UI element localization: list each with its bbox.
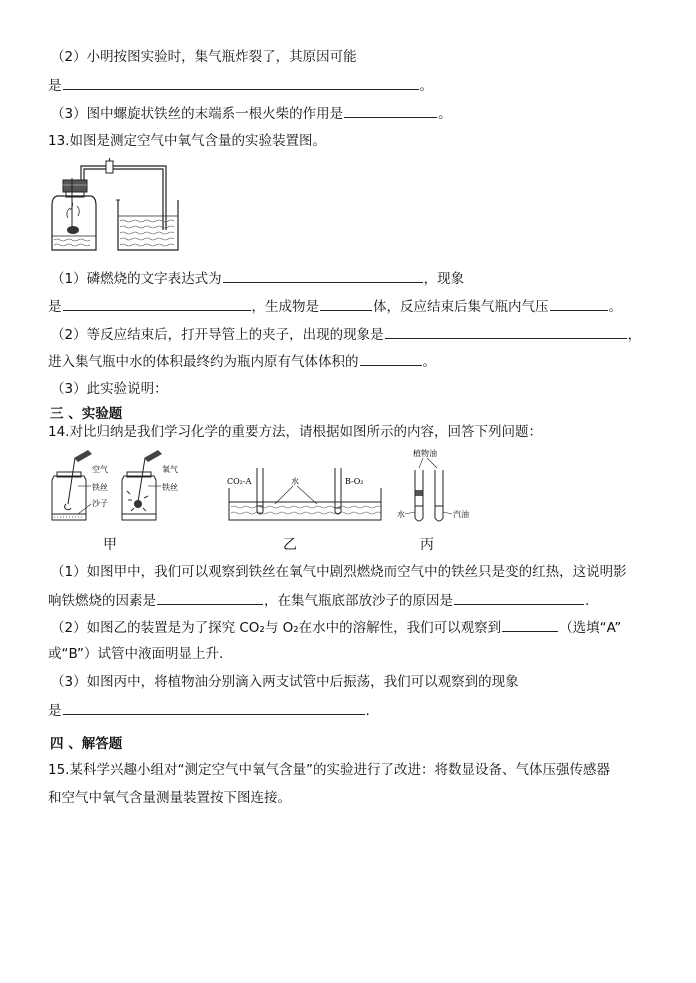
q12-part2-line1: （2）小明按图实验时，集气瓶炸裂了，其原因可能: [51, 49, 357, 65]
caption-yi: 乙: [283, 537, 297, 553]
text: ，现象: [423, 271, 465, 287]
text: 是: [48, 299, 62, 315]
oil-dissolution-figure-bing: [395, 446, 495, 528]
label-gasoline: 汽油: [453, 510, 469, 519]
text: （3）图中螺旋状铁丝的末端系一根火柴的作用是: [51, 106, 344, 122]
section-3-title: 三 、实验题: [50, 406, 123, 422]
answer-blank[interactable]: [157, 590, 263, 605]
caption-bing: 丙: [420, 537, 434, 553]
text: （1）磷燃烧的文字表达式为: [51, 271, 222, 287]
text: .: [365, 703, 370, 719]
text: （选填“A”: [559, 620, 622, 636]
q14-part3-line2: [48, 700, 370, 721]
answer-blank[interactable]: [550, 296, 608, 311]
answer-blank[interactable]: [344, 103, 437, 118]
q14-part3-line1: （3）如图丙中，将植物油分别滴入两支试管中后振荡，我们可以观察到的现象: [51, 674, 519, 690]
q13-part2-line1: [51, 324, 641, 345]
text: ，: [627, 327, 642, 343]
iron-burning-figure-jia: [48, 448, 208, 528]
q12-part2-line2: [48, 75, 433, 96]
section-4-title: 四 、解答题: [50, 736, 123, 752]
text: 。: [608, 299, 622, 315]
q15-line1: 15.某科学兴趣小组对“测定空气中氧气含量”的实验进行了改进：将数显设备、气体压强传感器: [48, 762, 610, 778]
q13-part3: （3）此实验说明：: [51, 381, 168, 397]
text: ，生成物是: [251, 299, 319, 315]
text: （2）等反应结束后，打开导管上的夹子，出现的现象是: [51, 327, 384, 343]
text: .: [585, 593, 590, 609]
text: 是: [48, 78, 62, 94]
q13-part2-line2: [48, 351, 436, 372]
answer-blank[interactable]: [360, 351, 422, 366]
text: 响铁燃烧的因素是: [48, 593, 156, 609]
answer-blank[interactable]: [502, 617, 558, 632]
label-co2-a: CO₂-A: [227, 477, 252, 486]
text: 进入集气瓶中水的体积最终约为瓶内原有气体体积的: [48, 354, 359, 370]
text: 是: [48, 703, 62, 719]
caption-jia: 甲: [103, 537, 117, 553]
text: 。: [438, 106, 452, 122]
answer-blank[interactable]: [223, 268, 423, 283]
q14-part2-line1: [51, 617, 621, 638]
answer-blank[interactable]: [63, 700, 365, 715]
text: 体，反应结束后集气瓶内气压: [373, 299, 549, 315]
label-air: 空气: [92, 465, 108, 474]
text: （2）如图乙的装置是为了探究 CO₂与 O₂在水中的溶解性，我们可以观察到: [51, 620, 502, 636]
label-o2-b: B-O₂: [345, 477, 364, 486]
q13-part1-line2: [48, 296, 622, 317]
label-oxygen: 氧气: [162, 465, 178, 474]
q14-part1-line1: （1）如图甲中，我们可以观察到铁丝在氧气中剧烈燃烧而空气中的铁丝只是变的红热，这说明影: [51, 564, 627, 580]
answer-blank[interactable]: [63, 296, 251, 311]
q13-title: 13.如图是测定空气中氧气含量的实验装置图。: [48, 133, 326, 149]
q14-part1-line2: [48, 590, 589, 611]
gas-solubility-figure-yi: [225, 462, 385, 528]
answer-blank[interactable]: [320, 296, 372, 311]
q15-line2: 和空气中氧气含量测量装置按下图连接。: [48, 790, 291, 806]
label-vegetable-oil: 植物油: [413, 449, 437, 458]
q14-part2-line2: 或“B”）试管中液面明显上升.: [48, 646, 224, 662]
text: ，在集气瓶底部放沙子的原因是: [264, 593, 453, 609]
label-sand: 沙子: [92, 499, 108, 508]
q14-title: 14.对比归纳是我们学习化学的重要方法，请根据如图所示的内容，回答下列问题：: [48, 424, 542, 440]
label-iron-wire-2: 铁丝: [162, 483, 178, 492]
label-water-bing: 水: [397, 510, 405, 519]
label-iron-wire-1: 铁丝: [92, 483, 108, 492]
answer-blank[interactable]: [63, 75, 419, 90]
label-water-yi: 水: [291, 477, 299, 486]
oxygen-measurement-apparatus-figure: [48, 158, 208, 258]
answer-blank[interactable]: [385, 324, 627, 339]
answer-blank[interactable]: [454, 590, 584, 605]
text: 。: [419, 78, 433, 94]
text: 。: [422, 354, 436, 370]
q12-part3: [51, 103, 452, 124]
q13-part1-line1: [51, 268, 464, 289]
